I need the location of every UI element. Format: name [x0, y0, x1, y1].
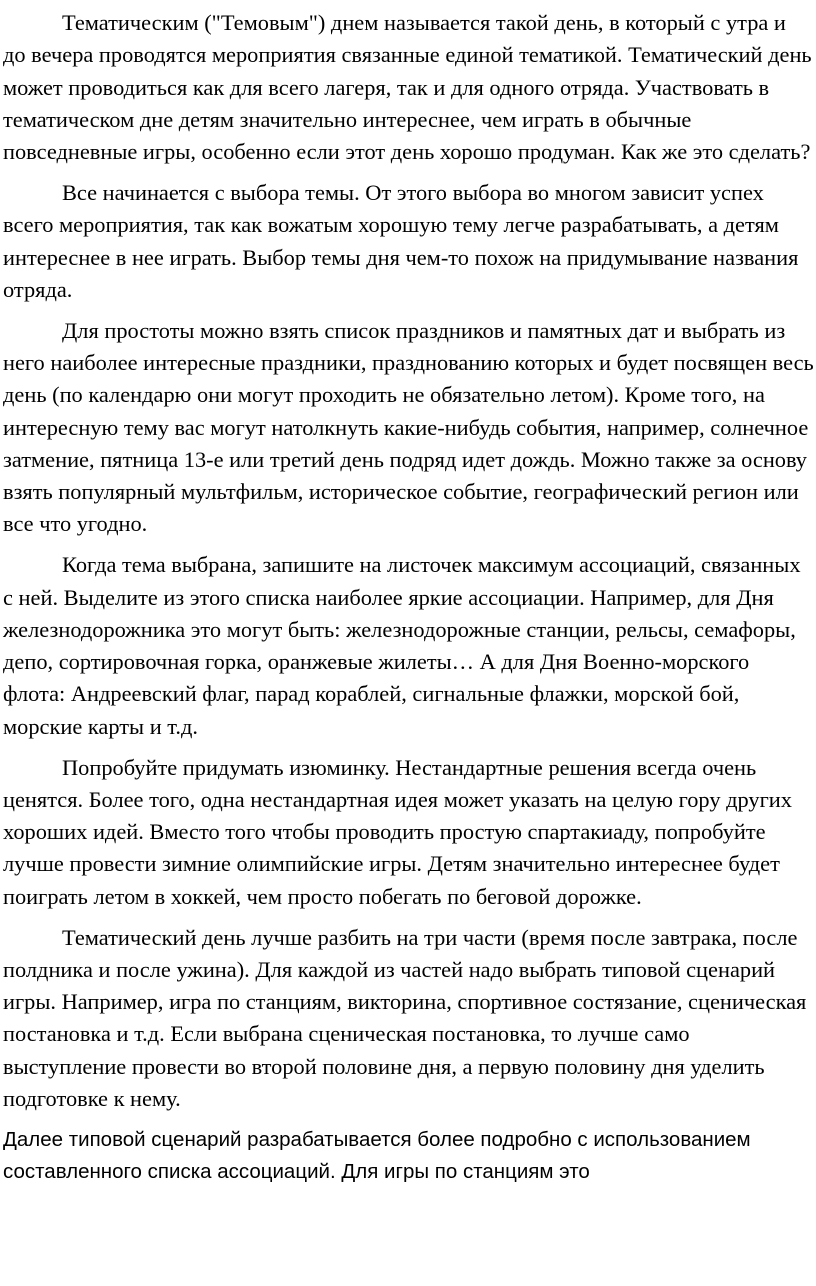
- paragraph-1: Тематическим ("Темовым") днем называется такой день, в который с утра и до вечера проводятся мероприятия связанные единой тематикой. Тематический день может проводиться как для всего лагеря, так и для одного отряда. Участвовать в тематическом дне детям значительно интереснее, чем играть в обычные повседневные игры, особенно если этот день хорошо продуман. Как же это сделать?: [3, 10, 812, 165]
- paragraph-3: Для простоты можно взять список праздников и памятных дат и выбрать из него наиболее интересные праздники, празднованию которых и будет посвящен весь день (по календарю они могут проходить не обязательно летом). Кроме того, на интересную тему вас могут натолкнуть какие-нибудь события, например, солнечное затмение, пятница 13-е или третий день подряд идет дождь. Можно также за основу взять популярный мультфильм, историческое событие, географический регион или все что угодно.: [3, 317, 814, 537]
- paragraph-4: Когда тема выбрана, запишите на листочек максимум ассоциаций, связанных с ней. Выделите из этого списка наиболее яркие ассоциации. Например, для Дня железнодорожника это могут быть: железнодорожные станции, рельсы, семафоры, депо, сортировочная горка, оранжевые жилеты… А для Дня Военно-морского флота: Андреевский флаг, парад кораблей, сигнальные флажки, морской бой, морские карты и т.д.: [3, 552, 801, 739]
- paragraph-final: Далее типовой сценарий разрабатывается более подробно с использованием составленного списка ассоциаций. Для игры по станциям это: [3, 1127, 751, 1184]
- paragraph-6: Тематический день лучше разбить на три части (время после завтрака, после полдника и после ужина). Для каждой из частей надо выбрать типовой сценарий игры. Например, игра по станциям, викторина, спортивное состязание, сценическая постановка и т.д. Если выбрана сценическая постановка, то лучше само выступление провести во второй половине дня, а первую половину дня уделить подготовке к нему.: [3, 924, 807, 1111]
- document-page: [3, 7, 814, 1197]
- paragraph-5: Попробуйте придумать изюминку. Нестандартные решения всегда очень ценятся. Более того, одна нестандартная идея может указать на целую гору других хороших идей. Вместо того чтобы проводить простую спартакиаду, попробуйте лучше провести зимние олимпийские игры. Детям значительно интереснее будет поиграть летом в хоккей, чем просто побегать по беговой дорожке.: [3, 754, 792, 909]
- paragraph-2: Все начинается с выбора темы. От этого выбора во многом зависит успех всего мероприятия, так как вожатым хорошую тему легче разрабатывать, а детям интереснее в нее играть. Выбор темы дня чем-то похож на придумывание названия отряда.: [3, 179, 799, 302]
